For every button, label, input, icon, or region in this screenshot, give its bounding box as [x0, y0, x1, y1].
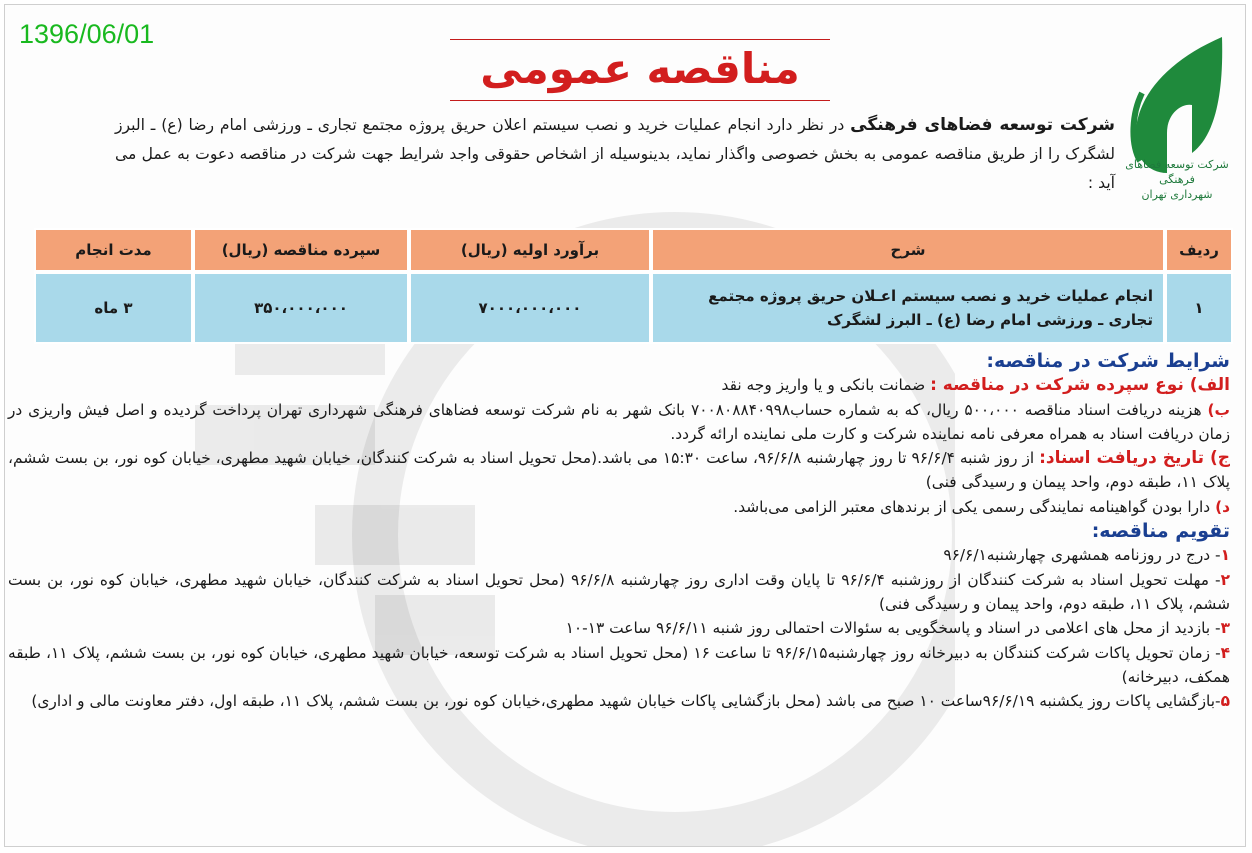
advertisement-frame: [4, 4, 1246, 847]
condition-c-label: ج) تاریخ دریافت اسناد:: [1039, 448, 1230, 469]
table-header-row: [34, 228, 1233, 272]
intro-text: در نظر دارد انجام عملیات خرید و نصب سیستم اعلان حریق پروژه مجتمع تجاری ـ ورزشی امام رضا (ع) ـ البرز لشگرک را از طریق مناقصه عمومی به بخش خصوصی واگذار نماید، بدینوسیله از اشخاص حقوقی واجد شرایط جهت شرکت در مناقصه دعوت به عمل می آید :: [115, 116, 1115, 192]
conditions-heading: شرایط شرکت در مناقصه:: [986, 350, 1230, 372]
condition-d-text: دارا بودن گواهینامه نمایندگی رسمی یکی از برندهای معتبر الزامی می‌باشد.: [733, 497, 1211, 516]
company-logo-caption: [1123, 157, 1231, 202]
title-block: [450, 39, 830, 101]
calendar-item: [8, 616, 1230, 640]
calendar-item: [8, 641, 1230, 690]
condition-c: [8, 446, 1230, 495]
condition-b-label: ب): [1207, 400, 1231, 419]
cell-tender-deposit: ۳۵۰،۰۰۰،۰۰۰: [193, 272, 409, 344]
condition-b-text: هزینه دریافت اسناد مناقصه ۵۰۰،۰۰۰ ریال، که به شماره حساب۷۰۰۸۰۸۸۴۰۹۹۸ بانک شهر به نام شرکت توسعه فضاهای فرهنگی شهرداری تهران پرداخت گردیده و اصل فیش واریزی در زمان دریافت اسناد به همراه معرفی نامه نماینده شرکت و کارت ملی نماینده ارائه گردد.: [8, 400, 1230, 443]
tender-table: [34, 228, 1233, 344]
title-rule-top: [450, 39, 830, 40]
table-row: [34, 272, 1233, 344]
condition-d: [8, 495, 1230, 519]
calendar-item-number: ۵: [1220, 692, 1230, 711]
header-initial-estimate: برآورد اولیه (ریال): [409, 228, 651, 272]
condition-a-label: الف) نوع سپرده شرکت در مناقصه :: [930, 375, 1230, 396]
cell-initial-estimate: ۷۰۰۰،۰۰۰،۰۰۰: [409, 272, 651, 344]
logo-caption-line2: شهرداری تهران: [1141, 188, 1213, 201]
page-title: مناقصه عمومی: [480, 44, 800, 93]
header-tender-deposit: سپرده مناقصه (ریال): [193, 228, 409, 272]
conditions-section: [8, 349, 1230, 713]
company-name: شرکت توسعه فضاهای فرهنگی: [850, 115, 1115, 135]
calendar-item-number: ۳: [1220, 619, 1230, 638]
calendar-item: [8, 689, 1230, 713]
cell-duration: ۳ ماه: [34, 272, 193, 344]
logo-caption-line1: شرکت توسعه فضاهای فرهنگی: [1125, 158, 1229, 186]
condition-a-text: ضمانت بانکی و یا واریز وجه نقد: [721, 376, 926, 395]
calendar-item-text: - درج در روزنامه همشهری چهارشنبه۹۶/۶/۱: [943, 546, 1221, 565]
title-rule-bottom: [450, 100, 830, 101]
calendar-item-text: - مهلت تحویل اسناد به شرکت کنندگان از روزشنبه ۹۶/۶/۴ تا پایان وقت اداری روز چهارشنبه ۹۶/۶/۸ (محل تحویل اسناد به شرکت کنندگان، خیابان شهید مطهری، خیابان کوه نور، بن بست ششم، پلاک ۱۱، طبقه دوم، واحد پیمان و رسیدگی فنی): [8, 570, 1230, 613]
condition-a: [8, 373, 1230, 397]
calendar-item-text: -بازگشایی پاکات روز یکشنبه ۹۶/۶/۱۹ساعت ۱۰ صبح می باشد (محل بازگشایی پاکات خیابان شهید مطهری،خیابان کوه نور، بن بست ششم، پلاک ۱۱، طبقه اول، دفتر معاونت مالی و اداری): [31, 692, 1221, 711]
condition-b: [8, 398, 1230, 447]
condition-d-label: د): [1215, 497, 1230, 516]
calendar-item-text: - بازدید از محل های اعلامی در اسناد و پاسخگویی به سئوالات احتمالی روز شنبه ۹۶/۶/۱۱ ساعت ۱۳-۱۰: [565, 619, 1221, 638]
calendar-item-number: ۱: [1220, 546, 1230, 565]
condition-c-text: از روز شنبه ۹۶/۶/۴ تا روز چهارشنبه ۹۶/۶/۸، ساعت ۱۵:۳۰ می باشد.(محل تحویل اسناد به شرکت کنندگان، خیابان شهید مطهری، خیابان کوه نور، بن بست ششم، پلاک ۱۱، طبقه دوم، واحد پیمان و رسیدگی فنی): [8, 449, 1230, 492]
calendar-item-number: ۴: [1220, 643, 1231, 662]
header-duration: مدت انجام: [34, 228, 193, 272]
cell-row-number: ۱: [1165, 272, 1233, 344]
calendar-item-text: - زمان تحویل پاکات شرکت کنندگان به دبیرخانه روز چهارشنبه۹۶/۶/۱۵ تا ساعت ۱۶ (محل تحویل اسناد به شرکت توسعه، خیابان شهید مطهری، خیابان کوه نور، بن بست ششم، پلاک ۱۱، طبقه همکف، دبیرخانه): [8, 643, 1230, 686]
calendar-item: [8, 568, 1230, 617]
calendar-item: [8, 543, 1230, 567]
header-row-number: ردیف: [1165, 228, 1233, 272]
cell-description: انجام عملیات خرید و نصب سیستم اعـلان حریق پروژه مجتمع تجاری ـ ورزشی امام رضا (ع) ـ البرز لشگرک: [651, 272, 1165, 344]
calendar-heading: تقویم مناقصه:: [1091, 520, 1230, 543]
intro-paragraph: [115, 111, 1115, 198]
calendar-item-number: ۲: [1220, 570, 1231, 589]
header-description: شرح: [651, 228, 1165, 272]
publication-date: 1396/06/01: [19, 19, 155, 49]
